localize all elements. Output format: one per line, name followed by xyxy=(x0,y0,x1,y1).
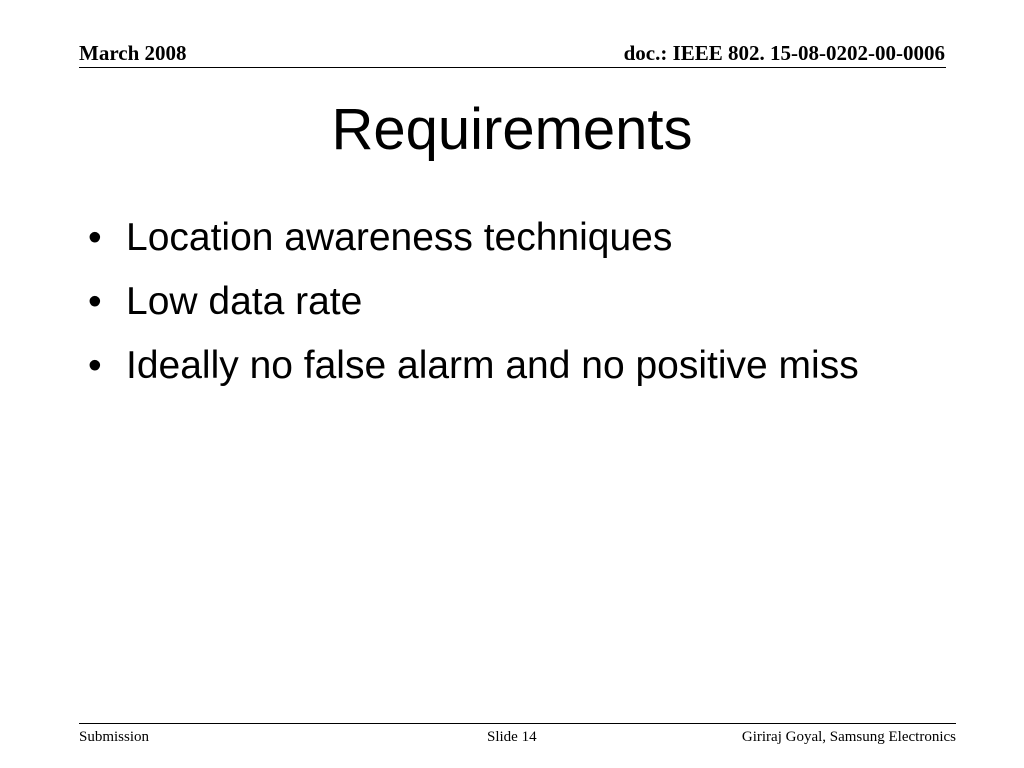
bullet-text: Location awareness techniques xyxy=(126,216,673,259)
bullet-list xyxy=(88,212,908,404)
bullet-mark: • xyxy=(88,280,102,323)
footer-rule xyxy=(79,723,956,724)
bullet-text: Low data rate xyxy=(126,280,363,323)
footer-author: Giriraj Goyal, Samsung Electronics xyxy=(741,729,956,745)
bullet-mark: • xyxy=(88,344,102,387)
bullet-mark: • xyxy=(88,216,102,259)
footer-submission: Submission xyxy=(79,729,150,745)
header-date: March 2008 xyxy=(79,41,187,65)
bullet-item xyxy=(88,276,908,328)
footer-slide-number: Slide 14 xyxy=(487,729,537,745)
header-doc-id: doc.: IEEE 802. 15-08-0202-00-0006 xyxy=(623,41,945,65)
bullet-text: Ideally no false alarm and no positive miss xyxy=(126,344,859,387)
slide-title: Requirements xyxy=(331,97,693,162)
bullet-item xyxy=(88,212,908,264)
header-rule xyxy=(79,67,946,68)
bullet-item xyxy=(88,340,908,392)
